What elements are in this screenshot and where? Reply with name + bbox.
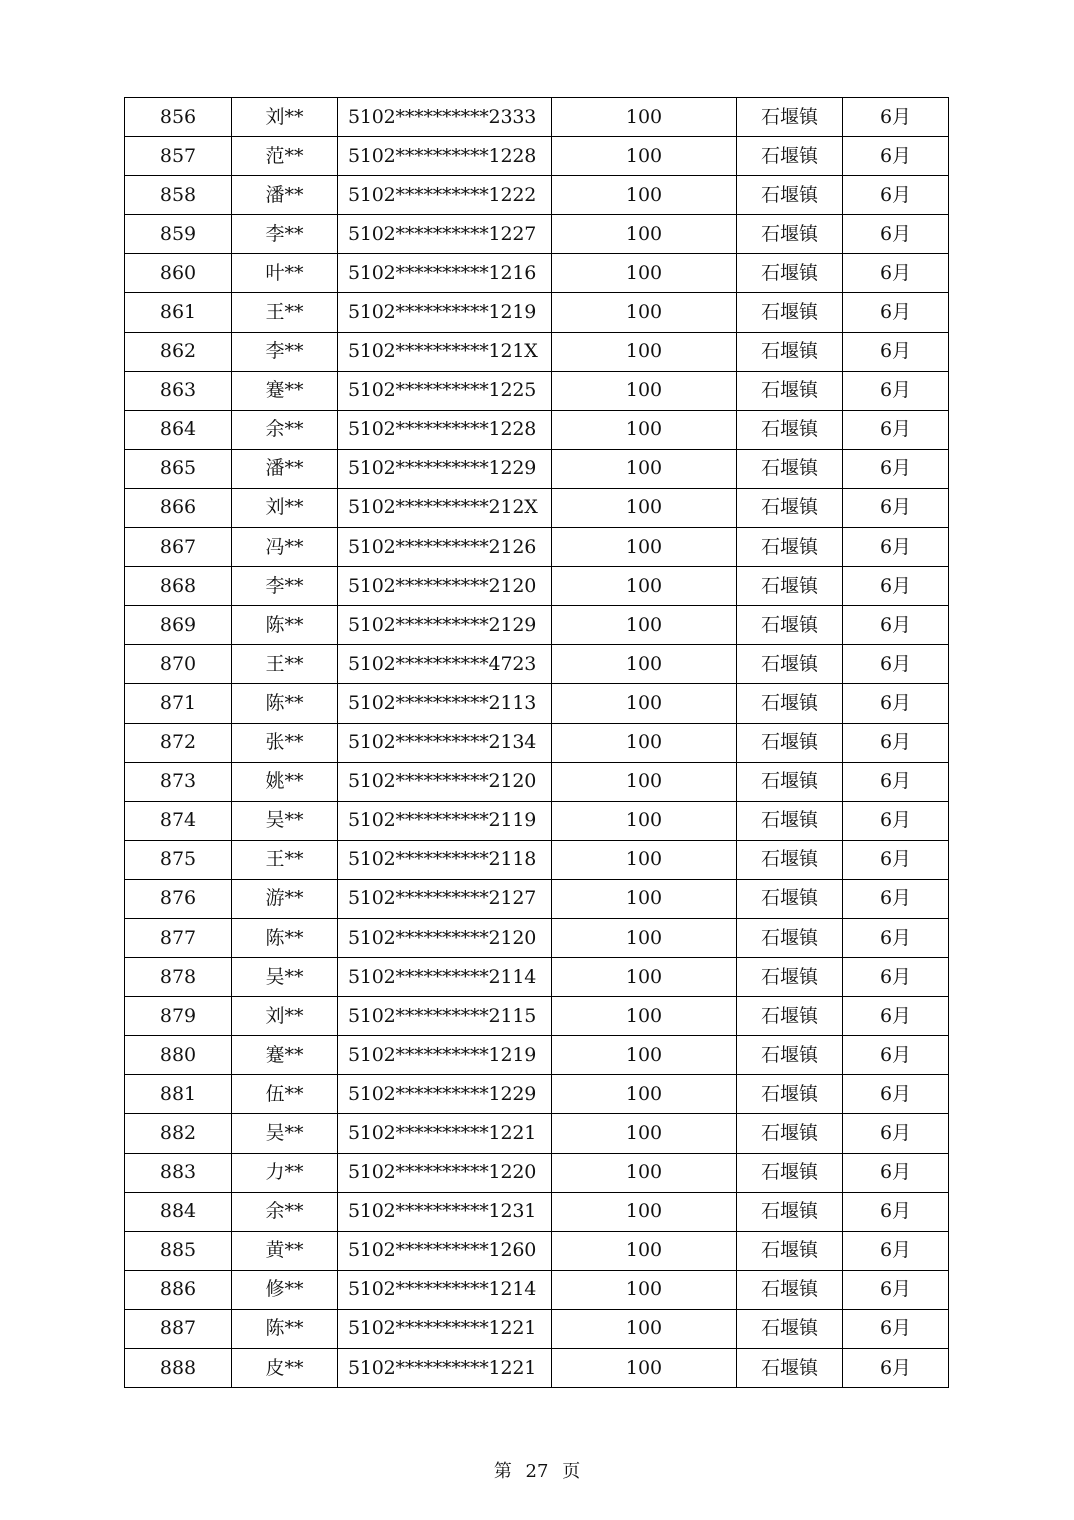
id-number-cell: 5102**********1229 xyxy=(338,449,552,488)
table-row xyxy=(125,1309,949,1348)
table-row xyxy=(125,293,949,332)
id-number-cell: 5102**********2129 xyxy=(338,606,552,645)
month-cell: 6月 xyxy=(843,645,949,684)
amount-cell: 100 xyxy=(552,371,737,410)
id-number-cell: 5102**********4723 xyxy=(338,645,552,684)
name-cell: 黄** xyxy=(232,1231,338,1270)
month-cell: 6月 xyxy=(843,1309,949,1348)
name-cell: 李** xyxy=(232,215,338,254)
name-cell: 李** xyxy=(232,332,338,371)
town-cell: 石堰镇 xyxy=(737,1114,843,1153)
month-cell: 6月 xyxy=(843,137,949,176)
town-cell: 石堰镇 xyxy=(737,1349,843,1388)
serial-number-cell: 876 xyxy=(125,879,232,918)
serial-number-cell: 884 xyxy=(125,1192,232,1231)
id-number-cell: 5102**********1219 xyxy=(338,293,552,332)
amount-cell: 100 xyxy=(552,410,737,449)
serial-number-cell: 879 xyxy=(125,997,232,1036)
month-cell: 6月 xyxy=(843,723,949,762)
serial-number-cell: 861 xyxy=(125,293,232,332)
month-cell: 6月 xyxy=(843,332,949,371)
town-cell: 石堰镇 xyxy=(737,723,843,762)
month-cell: 6月 xyxy=(843,98,949,137)
town-cell: 石堰镇 xyxy=(737,528,843,567)
month-cell: 6月 xyxy=(843,958,949,997)
amount-cell: 100 xyxy=(552,997,737,1036)
town-cell: 石堰镇 xyxy=(737,410,843,449)
table-row xyxy=(125,606,949,645)
amount-cell: 100 xyxy=(552,1153,737,1192)
serial-number-cell: 886 xyxy=(125,1270,232,1309)
serial-number-cell: 866 xyxy=(125,488,232,527)
month-cell: 6月 xyxy=(843,293,949,332)
name-cell: 陈** xyxy=(232,606,338,645)
name-cell: 王** xyxy=(232,645,338,684)
amount-cell: 100 xyxy=(552,1192,737,1231)
name-cell: 范** xyxy=(232,137,338,176)
amount-cell: 100 xyxy=(552,645,737,684)
month-cell: 6月 xyxy=(843,488,949,527)
serial-number-cell: 865 xyxy=(125,449,232,488)
name-cell: 蹇** xyxy=(232,1036,338,1075)
table-row xyxy=(125,1036,949,1075)
month-cell: 6月 xyxy=(843,840,949,879)
id-number-cell: 5102**********2115 xyxy=(338,997,552,1036)
name-cell: 陈** xyxy=(232,684,338,723)
amount-cell: 100 xyxy=(552,879,737,918)
id-number-cell: 5102**********1221 xyxy=(338,1114,552,1153)
month-cell: 6月 xyxy=(843,997,949,1036)
name-cell: 修** xyxy=(232,1270,338,1309)
amount-cell: 100 xyxy=(552,606,737,645)
amount-cell: 100 xyxy=(552,254,737,293)
name-cell: 吴** xyxy=(232,1114,338,1153)
id-number-cell: 5102**********2120 xyxy=(338,918,552,957)
amount-cell: 100 xyxy=(552,1231,737,1270)
name-cell: 陈** xyxy=(232,918,338,957)
town-cell: 石堰镇 xyxy=(737,98,843,137)
month-cell: 6月 xyxy=(843,371,949,410)
amount-cell: 100 xyxy=(552,762,737,801)
name-cell: 潘** xyxy=(232,176,338,215)
serial-number-cell: 869 xyxy=(125,606,232,645)
serial-number-cell: 872 xyxy=(125,723,232,762)
town-cell: 石堰镇 xyxy=(737,606,843,645)
name-cell: 张** xyxy=(232,723,338,762)
serial-number-cell: 881 xyxy=(125,1075,232,1114)
serial-number-cell: 856 xyxy=(125,98,232,137)
serial-number-cell: 867 xyxy=(125,528,232,567)
table-row xyxy=(125,176,949,215)
town-cell: 石堰镇 xyxy=(737,918,843,957)
table-row xyxy=(125,528,949,567)
table-row xyxy=(125,1153,949,1192)
amount-cell: 100 xyxy=(552,918,737,957)
month-cell: 6月 xyxy=(843,254,949,293)
name-cell: 冯** xyxy=(232,528,338,567)
table-row xyxy=(125,137,949,176)
amount-cell: 100 xyxy=(552,723,737,762)
table-row xyxy=(125,410,949,449)
amount-cell: 100 xyxy=(552,840,737,879)
id-number-cell: 5102**********1225 xyxy=(338,371,552,410)
page-footer xyxy=(0,1457,1074,1483)
table-row xyxy=(125,997,949,1036)
id-number-cell: 5102**********2134 xyxy=(338,723,552,762)
town-cell: 石堰镇 xyxy=(737,1309,843,1348)
footer-prefix: 第 xyxy=(493,1461,512,1482)
id-number-cell: 5102**********1219 xyxy=(338,1036,552,1075)
serial-number-cell: 877 xyxy=(125,918,232,957)
name-cell: 伍** xyxy=(232,1075,338,1114)
amount-cell: 100 xyxy=(552,1349,737,1388)
serial-number-cell: 863 xyxy=(125,371,232,410)
town-cell: 石堰镇 xyxy=(737,567,843,606)
name-cell: 刘** xyxy=(232,488,338,527)
month-cell: 6月 xyxy=(843,606,949,645)
table-row xyxy=(125,488,949,527)
table-row xyxy=(125,254,949,293)
id-number-cell: 5102**********1221 xyxy=(338,1349,552,1388)
town-cell: 石堰镇 xyxy=(737,254,843,293)
amount-cell: 100 xyxy=(552,958,737,997)
serial-number-cell: 874 xyxy=(125,801,232,840)
town-cell: 石堰镇 xyxy=(737,1231,843,1270)
month-cell: 6月 xyxy=(843,567,949,606)
id-number-cell: 5102**********2120 xyxy=(338,567,552,606)
serial-number-cell: 862 xyxy=(125,332,232,371)
town-cell: 石堰镇 xyxy=(737,801,843,840)
id-number-cell: 5102**********2127 xyxy=(338,879,552,918)
table-row xyxy=(125,371,949,410)
name-cell: 潘** xyxy=(232,449,338,488)
table-row xyxy=(125,215,949,254)
amount-cell: 100 xyxy=(552,176,737,215)
table-row xyxy=(125,918,949,957)
town-cell: 石堰镇 xyxy=(737,176,843,215)
month-cell: 6月 xyxy=(843,1075,949,1114)
id-number-cell: 5102**********2118 xyxy=(338,840,552,879)
town-cell: 石堰镇 xyxy=(737,840,843,879)
month-cell: 6月 xyxy=(843,1349,949,1388)
serial-number-cell: 887 xyxy=(125,1309,232,1348)
table-row xyxy=(125,449,949,488)
table-row xyxy=(125,1270,949,1309)
name-cell: 蹇** xyxy=(232,371,338,410)
id-number-cell: 5102**********1231 xyxy=(338,1192,552,1231)
name-cell: 姚** xyxy=(232,762,338,801)
town-cell: 石堰镇 xyxy=(737,293,843,332)
id-number-cell: 5102**********1228 xyxy=(338,137,552,176)
serial-number-cell: 864 xyxy=(125,410,232,449)
town-cell: 石堰镇 xyxy=(737,684,843,723)
town-cell: 石堰镇 xyxy=(737,645,843,684)
town-cell: 石堰镇 xyxy=(737,997,843,1036)
table-row xyxy=(125,332,949,371)
table-row xyxy=(125,1114,949,1153)
id-number-cell: 5102**********212X xyxy=(338,488,552,527)
town-cell: 石堰镇 xyxy=(737,958,843,997)
table-row xyxy=(125,1231,949,1270)
table-row xyxy=(125,1075,949,1114)
table-row xyxy=(125,958,949,997)
table-row xyxy=(125,645,949,684)
month-cell: 6月 xyxy=(843,1114,949,1153)
table-row xyxy=(125,98,949,137)
amount-cell: 100 xyxy=(552,801,737,840)
town-cell: 石堰镇 xyxy=(737,762,843,801)
amount-cell: 100 xyxy=(552,449,737,488)
amount-cell: 100 xyxy=(552,1309,737,1348)
amount-cell: 100 xyxy=(552,293,737,332)
table-row xyxy=(125,1349,949,1388)
id-number-cell: 5102**********2126 xyxy=(338,528,552,567)
id-number-cell: 5102**********2333 xyxy=(338,98,552,137)
town-cell: 石堰镇 xyxy=(737,332,843,371)
amount-cell: 100 xyxy=(552,567,737,606)
serial-number-cell: 885 xyxy=(125,1231,232,1270)
id-number-cell: 5102**********1220 xyxy=(338,1153,552,1192)
name-cell: 皮** xyxy=(232,1349,338,1388)
name-cell: 吴** xyxy=(232,801,338,840)
town-cell: 石堰镇 xyxy=(737,879,843,918)
month-cell: 6月 xyxy=(843,410,949,449)
amount-cell: 100 xyxy=(552,1036,737,1075)
table-body xyxy=(125,98,949,1388)
name-cell: 陈** xyxy=(232,1309,338,1348)
month-cell: 6月 xyxy=(843,215,949,254)
table-row xyxy=(125,762,949,801)
town-cell: 石堰镇 xyxy=(737,1036,843,1075)
month-cell: 6月 xyxy=(843,1270,949,1309)
id-number-cell: 5102**********1216 xyxy=(338,254,552,293)
id-number-cell: 5102**********1228 xyxy=(338,410,552,449)
town-cell: 石堰镇 xyxy=(737,1153,843,1192)
id-number-cell: 5102**********1214 xyxy=(338,1270,552,1309)
amount-cell: 100 xyxy=(552,215,737,254)
name-cell: 力** xyxy=(232,1153,338,1192)
id-number-cell: 5102**********1227 xyxy=(338,215,552,254)
name-cell: 余** xyxy=(232,410,338,449)
serial-number-cell: 858 xyxy=(125,176,232,215)
town-cell: 石堰镇 xyxy=(737,1270,843,1309)
amount-cell: 100 xyxy=(552,1075,737,1114)
data-table xyxy=(124,97,949,1388)
id-number-cell: 5102**********1229 xyxy=(338,1075,552,1114)
town-cell: 石堰镇 xyxy=(737,215,843,254)
amount-cell: 100 xyxy=(552,332,737,371)
town-cell: 石堰镇 xyxy=(737,137,843,176)
month-cell: 6月 xyxy=(843,1036,949,1075)
month-cell: 6月 xyxy=(843,176,949,215)
table-row xyxy=(125,684,949,723)
serial-number-cell: 878 xyxy=(125,958,232,997)
town-cell: 石堰镇 xyxy=(737,449,843,488)
table-row xyxy=(125,801,949,840)
footer-suffix: 页 xyxy=(562,1461,581,1482)
month-cell: 6月 xyxy=(843,449,949,488)
amount-cell: 100 xyxy=(552,684,737,723)
serial-number-cell: 871 xyxy=(125,684,232,723)
table-row xyxy=(125,879,949,918)
id-number-cell: 5102**********1221 xyxy=(338,1309,552,1348)
town-cell: 石堰镇 xyxy=(737,371,843,410)
table-row xyxy=(125,567,949,606)
name-cell: 游** xyxy=(232,879,338,918)
id-number-cell: 5102**********1260 xyxy=(338,1231,552,1270)
name-cell: 李** xyxy=(232,567,338,606)
name-cell: 刘** xyxy=(232,997,338,1036)
month-cell: 6月 xyxy=(843,1153,949,1192)
serial-number-cell: 870 xyxy=(125,645,232,684)
serial-number-cell: 888 xyxy=(125,1349,232,1388)
serial-number-cell: 883 xyxy=(125,1153,232,1192)
id-number-cell: 5102**********2119 xyxy=(338,801,552,840)
amount-cell: 100 xyxy=(552,137,737,176)
id-number-cell: 5102**********1222 xyxy=(338,176,552,215)
month-cell: 6月 xyxy=(843,1231,949,1270)
name-cell: 王** xyxy=(232,840,338,879)
serial-number-cell: 860 xyxy=(125,254,232,293)
serial-number-cell: 859 xyxy=(125,215,232,254)
serial-number-cell: 875 xyxy=(125,840,232,879)
town-cell: 石堰镇 xyxy=(737,1075,843,1114)
id-number-cell: 5102**********121X xyxy=(338,332,552,371)
town-cell: 石堰镇 xyxy=(737,488,843,527)
serial-number-cell: 868 xyxy=(125,567,232,606)
serial-number-cell: 873 xyxy=(125,762,232,801)
month-cell: 6月 xyxy=(843,762,949,801)
serial-number-cell: 880 xyxy=(125,1036,232,1075)
page-number: 27 xyxy=(525,1461,549,1482)
table-row xyxy=(125,723,949,762)
month-cell: 6月 xyxy=(843,918,949,957)
town-cell: 石堰镇 xyxy=(737,1192,843,1231)
amount-cell: 100 xyxy=(552,1114,737,1153)
amount-cell: 100 xyxy=(552,98,737,137)
month-cell: 6月 xyxy=(843,1192,949,1231)
name-cell: 吴** xyxy=(232,958,338,997)
amount-cell: 100 xyxy=(552,528,737,567)
name-cell: 王** xyxy=(232,293,338,332)
id-number-cell: 5102**********2113 xyxy=(338,684,552,723)
table-row xyxy=(125,1192,949,1231)
name-cell: 叶** xyxy=(232,254,338,293)
amount-cell: 100 xyxy=(552,488,737,527)
amount-cell: 100 xyxy=(552,1270,737,1309)
month-cell: 6月 xyxy=(843,801,949,840)
month-cell: 6月 xyxy=(843,879,949,918)
serial-number-cell: 857 xyxy=(125,137,232,176)
id-number-cell: 5102**********2114 xyxy=(338,958,552,997)
serial-number-cell: 882 xyxy=(125,1114,232,1153)
name-cell: 余** xyxy=(232,1192,338,1231)
month-cell: 6月 xyxy=(843,528,949,567)
id-number-cell: 5102**********2120 xyxy=(338,762,552,801)
table-row xyxy=(125,840,949,879)
month-cell: 6月 xyxy=(843,684,949,723)
name-cell: 刘** xyxy=(232,98,338,137)
